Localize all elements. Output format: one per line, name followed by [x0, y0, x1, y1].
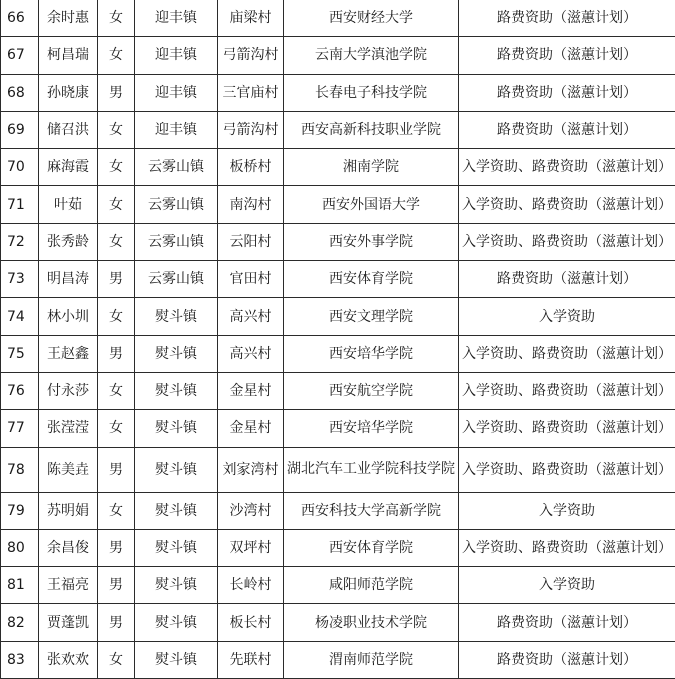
- cell-school: 西安外事学院: [284, 223, 459, 260]
- table-row: [1, 335, 675, 372]
- cell-village: 沙湾村: [218, 492, 284, 529]
- cell-sex: 女: [98, 186, 135, 223]
- cell-village: 金星村: [218, 372, 284, 409]
- cell-school: 渭南师范学院: [284, 641, 459, 678]
- cell-sex: 女: [98, 149, 135, 186]
- cell-town: 迎丰镇: [135, 0, 218, 37]
- cell-number: 82: [1, 604, 39, 641]
- cell-school: 长春电子科技学院: [284, 74, 459, 111]
- cell-name: 余时惠: [39, 0, 98, 37]
- cell-town: 云雾山镇: [135, 261, 218, 298]
- table-row: [1, 492, 675, 529]
- cell-town: 迎丰镇: [135, 74, 218, 111]
- cell-school: 西安财经大学: [284, 0, 459, 37]
- table-row: [1, 223, 675, 260]
- cell-aid-type: 路费资助（滋蕙计划）: [459, 37, 675, 74]
- cell-aid-type: 入学资助、路费资助（滋蕙计划）: [459, 447, 675, 492]
- cell-sex: 男: [98, 529, 135, 566]
- table-row: [1, 0, 675, 37]
- table-row: [1, 186, 675, 223]
- cell-village: 弓箭沟村: [218, 37, 284, 74]
- cell-number: 66: [1, 0, 39, 37]
- cell-sex: 男: [98, 335, 135, 372]
- table-row: [1, 529, 675, 566]
- cell-village: 三官庙村: [218, 74, 284, 111]
- cell-village: 双坪村: [218, 529, 284, 566]
- cell-village: 云阳村: [218, 223, 284, 260]
- cell-name: 张欢欢: [39, 641, 98, 678]
- cell-name: 叶茹: [39, 186, 98, 223]
- cell-name: 张滢滢: [39, 410, 98, 447]
- cell-town: 熨斗镇: [135, 298, 218, 335]
- cell-name: 储召洪: [39, 111, 98, 148]
- cell-number: 75: [1, 335, 39, 372]
- cell-school: 西安培华学院: [284, 410, 459, 447]
- cell-village: 金星村: [218, 410, 284, 447]
- cell-village: 板桥村: [218, 149, 284, 186]
- cell-number: 79: [1, 492, 39, 529]
- cell-number: 68: [1, 74, 39, 111]
- cell-name: 麻海霞: [39, 149, 98, 186]
- cell-sex: 女: [98, 492, 135, 529]
- cell-number: 83: [1, 641, 39, 678]
- cell-number: 78: [1, 447, 39, 492]
- cell-town: 熨斗镇: [135, 604, 218, 641]
- cell-number: 80: [1, 529, 39, 566]
- cell-village: 先联村: [218, 641, 284, 678]
- cell-aid-type: 入学资助: [459, 567, 675, 604]
- cell-number: 76: [1, 372, 39, 409]
- cell-school: 西安培华学院: [284, 335, 459, 372]
- cell-school: 西安体育学院: [284, 261, 459, 298]
- cell-aid-type: 入学资助、路费资助（滋蕙计划）: [459, 186, 675, 223]
- table-row: [1, 447, 675, 492]
- cell-school: 云南大学滇池学院: [284, 37, 459, 74]
- cell-number: 70: [1, 149, 39, 186]
- cell-number: 81: [1, 567, 39, 604]
- table-row: [1, 604, 675, 641]
- cell-name: 王赵鑫: [39, 335, 98, 372]
- cell-number: 73: [1, 261, 39, 298]
- cell-school: 西安体育学院: [284, 529, 459, 566]
- table-row: [1, 111, 675, 148]
- cell-school: 西安外国语大学: [284, 186, 459, 223]
- cell-village: 长岭村: [218, 567, 284, 604]
- cell-number: 67: [1, 37, 39, 74]
- cell-sex: 女: [98, 372, 135, 409]
- cell-village: 高兴村: [218, 335, 284, 372]
- cell-town: 熨斗镇: [135, 641, 218, 678]
- cell-sex: 男: [98, 567, 135, 604]
- cell-number: 71: [1, 186, 39, 223]
- table-row: [1, 37, 675, 74]
- cell-town: 熨斗镇: [135, 492, 218, 529]
- cell-village: 弓箭沟村: [218, 111, 284, 148]
- cell-town: 云雾山镇: [135, 149, 218, 186]
- table-row: [1, 410, 675, 447]
- cell-aid-type: 入学资助、路费资助（滋蕙计划）: [459, 410, 675, 447]
- cell-aid-type: 路费资助（滋蕙计划）: [459, 641, 675, 678]
- table-row: [1, 567, 675, 604]
- cell-village: 板长村: [218, 604, 284, 641]
- cell-aid-type: 入学资助、路费资助（滋蕙计划）: [459, 335, 675, 372]
- cell-aid-type: 路费资助（滋蕙计划）: [459, 111, 675, 148]
- cell-name: 余昌俊: [39, 529, 98, 566]
- table-row: [1, 641, 675, 678]
- cell-name: 陈美垚: [39, 447, 98, 492]
- cell-sex: 女: [98, 37, 135, 74]
- cell-sex: 女: [98, 410, 135, 447]
- cell-aid-type: 入学资助、路费资助（滋蕙计划）: [459, 149, 675, 186]
- cell-sex: 女: [98, 641, 135, 678]
- cell-aid-type: 路费资助（滋蕙计划）: [459, 604, 675, 641]
- cell-aid-type: 入学资助: [459, 298, 675, 335]
- cell-town: 熨斗镇: [135, 529, 218, 566]
- cell-number: 72: [1, 223, 39, 260]
- cell-school: 咸阳师范学院: [284, 567, 459, 604]
- table-row: [1, 298, 675, 335]
- cell-name: 付永莎: [39, 372, 98, 409]
- cell-name: 明昌涛: [39, 261, 98, 298]
- cell-sex: 女: [98, 223, 135, 260]
- cell-town: 云雾山镇: [135, 186, 218, 223]
- cell-school: 西安文理学院: [284, 298, 459, 335]
- cell-sex: 男: [98, 74, 135, 111]
- cell-aid-type: 路费资助（滋蕙计划）: [459, 0, 675, 37]
- cell-town: 熨斗镇: [135, 335, 218, 372]
- cell-village: 官田村: [218, 261, 284, 298]
- cell-school: 西安高新科技职业学院: [284, 111, 459, 148]
- table-row: [1, 149, 675, 186]
- cell-sex: 女: [98, 298, 135, 335]
- cell-sex: 女: [98, 0, 135, 37]
- cell-sex: 男: [98, 604, 135, 641]
- cell-school: 湖北汽车工业学院科技学院: [284, 447, 459, 492]
- cell-name: 孙晓康: [39, 74, 98, 111]
- cell-sex: 男: [98, 261, 135, 298]
- table-row: [1, 372, 675, 409]
- cell-school: 湘南学院: [284, 149, 459, 186]
- cell-name: 王福亮: [39, 567, 98, 604]
- cell-number: 69: [1, 111, 39, 148]
- table-row: [1, 261, 675, 298]
- cell-school: 杨凌职业技术学院: [284, 604, 459, 641]
- cell-aid-type: 入学资助、路费资助（滋蕙计划）: [459, 372, 675, 409]
- cell-village: 刘家湾村: [218, 447, 284, 492]
- cell-aid-type: 入学资助、路费资助（滋蕙计划）: [459, 223, 675, 260]
- cell-town: 迎丰镇: [135, 111, 218, 148]
- cell-name: 柯昌瑞: [39, 37, 98, 74]
- cell-sex: 女: [98, 111, 135, 148]
- cell-village: 南沟村: [218, 186, 284, 223]
- cell-town: 迎丰镇: [135, 37, 218, 74]
- cell-village: 高兴村: [218, 298, 284, 335]
- cell-town: 熨斗镇: [135, 447, 218, 492]
- cell-number: 74: [1, 298, 39, 335]
- cell-number: 77: [1, 410, 39, 447]
- cell-town: 熨斗镇: [135, 567, 218, 604]
- cell-town: 熨斗镇: [135, 410, 218, 447]
- cell-school: 西安科技大学高新学院: [284, 492, 459, 529]
- cell-name: 贾蓬凯: [39, 604, 98, 641]
- table-row: [1, 74, 675, 111]
- cell-town: 熨斗镇: [135, 372, 218, 409]
- cell-name: 林小圳: [39, 298, 98, 335]
- cell-name: 苏明娟: [39, 492, 98, 529]
- cell-aid-type: 入学资助、路费资助（滋蕙计划）: [459, 529, 675, 566]
- cell-town: 云雾山镇: [135, 223, 218, 260]
- cell-name: 张秀龄: [39, 223, 98, 260]
- cell-sex: 男: [98, 447, 135, 492]
- cell-aid-type: 路费资助（滋蕙计划）: [459, 74, 675, 111]
- cell-school: 西安航空学院: [284, 372, 459, 409]
- cell-aid-type: 路费资助（滋蕙计划）: [459, 261, 675, 298]
- cell-village: 庙梁村: [218, 0, 284, 37]
- cell-aid-type: 入学资助: [459, 492, 675, 529]
- table-body: [1, 0, 675, 679]
